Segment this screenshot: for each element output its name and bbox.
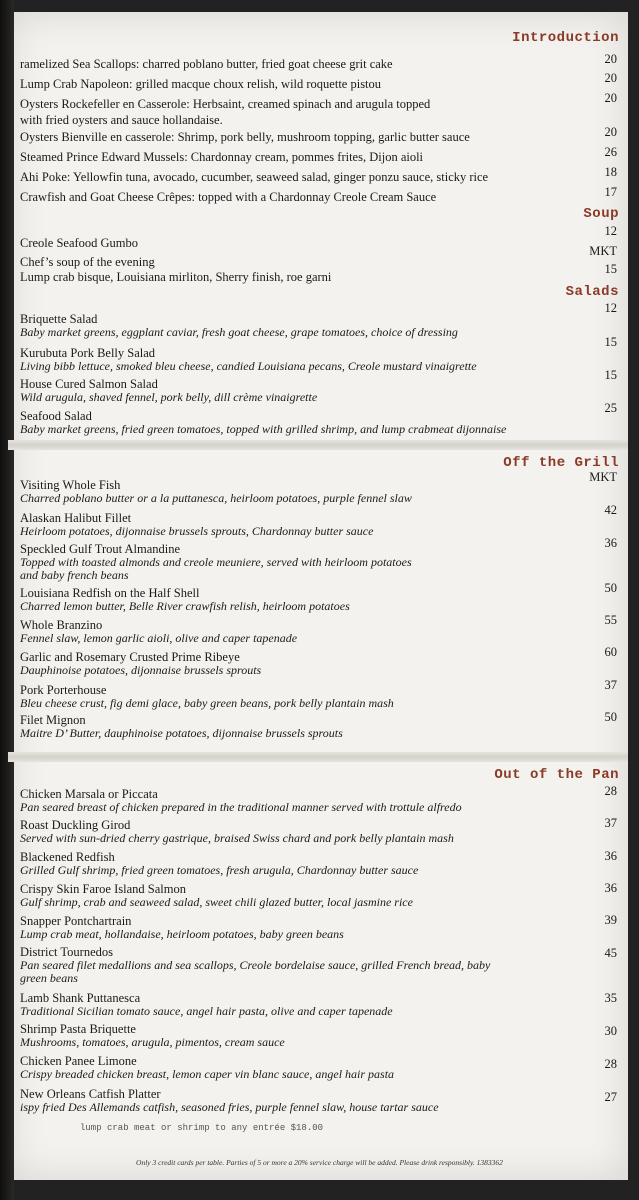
item-name: Creole Seafood Gumbo xyxy=(20,236,139,250)
section-title-off-the-grill: Off the Grill xyxy=(503,455,619,471)
menu-item xyxy=(20,1054,580,1081)
menu-item xyxy=(20,850,580,877)
menu-item xyxy=(20,945,580,985)
item-price: 30 xyxy=(604,1024,617,1038)
menu-item xyxy=(20,77,580,91)
menu-item xyxy=(20,130,580,144)
item-description: Lump crab meat, hollandaise, heirloom potatoes, baby green beans xyxy=(20,927,344,941)
item-name: Speckled Gulf Trout Almandine xyxy=(20,542,181,556)
menu-item xyxy=(20,478,580,505)
menu-item xyxy=(20,150,580,164)
item-price: 42 xyxy=(604,503,617,517)
item-price: 50 xyxy=(604,710,617,724)
item-price: 27 xyxy=(604,1090,617,1104)
item-name: Lump Crab Napoleon: grilled macque choux relish, wild roquette pistou xyxy=(20,77,382,91)
menu-item xyxy=(20,190,580,204)
item-price: MKT xyxy=(589,244,617,258)
item-description: Served with sun-dried cherry gastrique, braised Swiss chard and pork belly plantain mash xyxy=(20,831,454,845)
menu-item xyxy=(20,312,580,339)
item-price: 35 xyxy=(604,991,617,1005)
menu-item xyxy=(20,511,580,538)
item-name: Chicken Panee Limone xyxy=(20,1054,137,1068)
item-price: 28 xyxy=(604,1057,617,1071)
item-name: Kurubuta Pork Belly Salad xyxy=(20,346,156,360)
item-name-continued: with fried oysters and sauce hollandaise. xyxy=(20,113,223,127)
item-price: 20 xyxy=(604,91,617,105)
item-description-continued: green beans xyxy=(20,971,78,985)
item-name: Lamb Shank Puttanesca xyxy=(20,991,141,1005)
item-name: Louisiana Redfish on the Half Shell xyxy=(20,586,200,600)
menu-item xyxy=(20,991,580,1018)
item-price: 28 xyxy=(604,784,617,798)
item-price: 36 xyxy=(604,881,617,895)
item-name: Chicken Marsala or Piccata xyxy=(20,787,158,801)
menu-item xyxy=(20,57,580,71)
item-name: Chef’s soup of the evening xyxy=(20,255,155,269)
section-title-salads: Salads xyxy=(565,284,619,300)
item-price: 12 xyxy=(604,224,617,238)
item-price: 50 xyxy=(604,581,617,595)
item-price: 45 xyxy=(604,946,617,960)
item-name: Garlic and Rosemary Crusted Prime Ribeye xyxy=(20,650,240,664)
item-name: Seafood Salad xyxy=(20,409,92,423)
item-price: 18 xyxy=(604,165,617,179)
item-name: Filet Mignon xyxy=(20,713,86,727)
menu-item xyxy=(20,1087,580,1114)
item-price: 20 xyxy=(604,71,617,85)
menu-item xyxy=(20,713,580,740)
item-name: Briquette Salad xyxy=(20,312,98,326)
item-price: 20 xyxy=(604,125,617,139)
item-description: Grilled Gulf shrimp, fried green tomatoes, fresh arugula, Chardonnay butter sauce xyxy=(20,863,419,877)
item-name: Alaskan Halibut Fillet xyxy=(20,511,132,525)
addon-note: lump crab meat or shrimp to any entrée $18.00 xyxy=(80,1123,324,1133)
item-price: 15 xyxy=(604,262,617,276)
menu-item xyxy=(20,650,580,677)
section-title-introduction: Introduction xyxy=(512,30,619,46)
item-description: Baby market greens, fried green tomatoes, topped with grilled shrimp, and lump crabmeat dijonnaise xyxy=(20,422,507,436)
item-description: Crispy breaded chicken breast, lemon caper vin blanc sauce, angel hair pasta xyxy=(20,1067,395,1081)
menu-item xyxy=(20,346,580,373)
item-price: 60 xyxy=(604,645,617,659)
item-name: Steamed Prince Edward Mussels: Chardonnay cream, pommes frites, Dijon aioli xyxy=(20,150,424,164)
menu-item xyxy=(20,409,580,436)
item-name: Snapper Pontchartrain xyxy=(20,914,132,928)
item-price: 15 xyxy=(604,368,617,382)
item-description: Charred lemon butter, Belle River crawfish relish, heirloom potatoes xyxy=(20,599,350,613)
item-description: ispy fried Des Allemands catfish, seasoned fries, purple fennel slaw, house tartar sauce xyxy=(20,1100,439,1114)
item-name: House Cured Salmon Salad xyxy=(20,377,158,391)
item-price: 20 xyxy=(604,52,617,66)
item-description: Living bibb lettuce, smoked bleu cheese, candied Louisiana pecans, Creole mustard vinaigrette xyxy=(20,359,477,373)
menu-item xyxy=(20,683,580,710)
item-name: Shrimp Pasta Briquette xyxy=(20,1022,136,1036)
item-name: Pork Porterhouse xyxy=(20,683,107,697)
item-price: 36 xyxy=(604,536,617,550)
item-description: Fennel slaw, lemon garlic aioli, olive and caper tapenade xyxy=(20,631,298,645)
item-name: ramelized Sea Scallops: charred poblano butter, fried goat cheese grit cake xyxy=(20,57,393,71)
menu-item xyxy=(20,1022,580,1049)
item-price: 25 xyxy=(604,401,617,415)
item-price: 37 xyxy=(604,678,617,692)
item-description: Charred poblano butter or a la puttanesca, heirloom potatoes, purple fennel slaw xyxy=(20,491,412,505)
item-price: 26 xyxy=(604,145,617,159)
item-description: Wild arugula, shaved fennel, pork belly, dill crème vinaigrette xyxy=(20,390,318,404)
section-divider xyxy=(8,752,628,762)
menu-item xyxy=(20,97,580,127)
menu-item xyxy=(20,818,580,845)
menu-item xyxy=(20,377,580,404)
item-price: 39 xyxy=(604,913,617,927)
item-name: Oysters Rockefeller en Casserole: Herbsaint, creamed spinach and arugula topped xyxy=(20,97,431,111)
menu-item xyxy=(20,618,580,645)
item-price: 55 xyxy=(604,613,617,627)
item-name: District Tournedos xyxy=(20,945,113,959)
footer-note: Only 3 credit cards per table. Parties of 5 or more a 20% service charge will be added. Please drink responsibly. 1383362 xyxy=(136,1158,503,1167)
item-price: 36 xyxy=(604,849,617,863)
item-description: Bleu cheese crust, fig demi glace, baby green beans, pork belly plantain mash xyxy=(20,696,394,710)
item-description-continued: and baby french beans xyxy=(20,568,129,582)
item-description: Dauphinoise potatoes, dijonnaise brussels sprouts xyxy=(20,663,262,677)
menu-item xyxy=(20,255,580,269)
menu-item xyxy=(20,914,580,941)
section-divider xyxy=(8,440,628,450)
item-description: Pan seared breast of chicken prepared in the traditional manner served with trottule alfredo xyxy=(20,800,462,814)
menu-item xyxy=(20,882,580,909)
item-description: Topped with toasted almonds and creole meuniere, served with heirloom potatoes xyxy=(20,555,412,569)
item-name: Ahi Poke: Yellowfin tuna, avocado, cucumber, seaweed salad, ginger ponzu sauce, sticky rice xyxy=(20,170,489,184)
menu-item xyxy=(20,586,580,613)
section-title-soup: Soup xyxy=(583,206,619,222)
menu-item xyxy=(20,170,580,184)
item-name: Visiting Whole Fish xyxy=(20,478,121,492)
item-description: Mushrooms, tomatoes, arugula, pimentos, cream sauce xyxy=(20,1035,285,1049)
menu-item xyxy=(20,236,580,250)
menu-item xyxy=(20,270,580,284)
item-price: MKT xyxy=(589,470,617,484)
binder-edge xyxy=(0,0,14,1200)
item-description: Gulf shrimp, crab and seaweed salad, sweet chili glazed butter, local jasmine rice xyxy=(20,895,413,909)
item-name: Crispy Skin Faroe Island Salmon xyxy=(20,882,186,896)
item-name: Oysters Bienville en casserole: Shrimp, pork belly, mushroom topping, garlic butter sauce xyxy=(20,130,470,144)
item-name: New Orleans Catfish Platter xyxy=(20,1087,161,1101)
menu-item xyxy=(20,787,580,814)
item-name: Whole Branzino xyxy=(20,618,103,632)
item-description: Maitre D’ Butter, dauphinoise potatoes, dijonnaise brussels sprouts xyxy=(20,726,343,740)
item-description: Pan seared filet medallions and sea scallops, Creole bordelaise sauce, grilled French bread, baby xyxy=(20,958,491,972)
item-price: 37 xyxy=(604,816,617,830)
item-price: 12 xyxy=(604,301,617,315)
menu-item xyxy=(20,542,580,582)
item-name: Roast Duckling Girod xyxy=(20,818,131,832)
item-name: Lump crab bisque, Louisiana mirliton, Sherry finish, roe garni xyxy=(20,270,332,284)
item-name: Blackened Redfish xyxy=(20,850,115,864)
item-description: Traditional Sicilian tomato sauce, angel hair pasta, olive and caper tapenade xyxy=(20,1004,393,1018)
item-name: Crawfish and Goat Cheese Crêpes: topped with a Chardonnay Creole Cream Sauce xyxy=(20,190,437,204)
item-description: Heirloom potatoes, dijonnaise brussels sprouts, Chardonnay butter sauce xyxy=(20,524,374,538)
item-price: 17 xyxy=(604,185,617,199)
item-description: Baby market greens, eggplant caviar, fresh goat cheese, grape tomatoes, choice of dressing xyxy=(20,325,458,339)
item-price: 15 xyxy=(604,335,617,349)
section-title-out-of-the-pan: Out of the Pan xyxy=(494,767,619,783)
